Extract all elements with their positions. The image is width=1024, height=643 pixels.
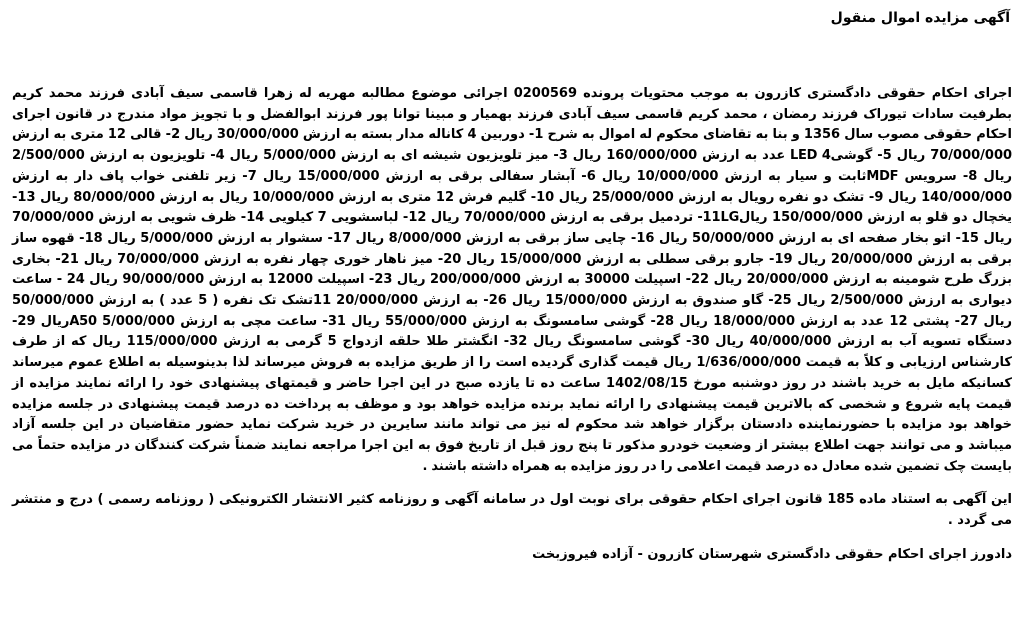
- publication-note: این آگهی به استناد ماده 185 قانون اجرای احکام حقوقی برای نوبت اول در سامانه آگهی و روزنامه کثیر الانتشار الکترونیکی ( روزنامه رسمی ) درج و منتشر می گردد .: [12, 492, 1012, 529]
- signature-line: دادورز اجرای احکام حقوقی دادگستری شهرستان کازرون - آزاده فیروزبخت: [532, 547, 1012, 563]
- notice-body: اجرای احکام حقوقی دادگستری کازرون به موجب محتویات پرونده 0200569 اجرائی موضوع مطالبه مهریه له زهرا قاسمی سیف آبادی فرزند محمد کریم بطرفیت سادات تیوراک فرزند رمضان ، محمد کریم قاسمی سیف آبادی فرزند بهمیار و مبینا توانا پور فرزند ابوالفضل و با تجویز مواد مندرج در قانون اجرای احکام حقوقی مصوب سال 1356 و بنا به تقاضای محکوم له اموال به شرح 1- دوربین 4 کاناله مدار بسته به ارزش 30/000/000 ریال 2- قالی 12 متری به ارزش 70/000/000 ریال 5- گوشیLED 4 عدد به ارزش 160/000/000 ریال 3- میز تلویزیون شیشه ای به ارزش 5/000/000 ریال 4- تلویزیون به ارزش 2/500/000 ریال 8- سرویس MDFثابت و سیار به ارزش 10/000/000 ریال 6- آبشار سفالی برقی به ارزش 15/000/000 ریال 7- زیر تلفنی خواب پاف دار به ارزش 140/000/000 ریال 9- تشک دو نفره رویال به ارزش 25/000/000 ریال 10- گلیم فرش 12 متری به ارزش 10/000/000 ریال به ارزش 80/000/000 ریال 13- یخچال دو قلو به ارزش 150/000/000 ریال11LG- تردمیل برقی به ارزش 70/000/000 ریال 12- لباسشویی 7 کیلویی 14- ظرف شویی به ارزش 70/000/000 ریال 15- اتو بخار صفحه ای به ارزش 50/000/000 ریال 16- چایی ساز برقی به ارزش 8/000/000 ریال 17- سشوار به ارزش 5/000/000 ریال 18- قهوه ساز برقی به ارزش 20/000/000 ریال 19- جارو برقی سطلی به ارزش 15/000/000 ریال 20- میز ناهار خوری چهار نفره به ارزش 70/000/000 ریال 21- بخاری بزرگ طرح شومینه به ارزش 20/000/000 ریال 22- اسپیلت 30000 به ارزش 200/000/000 ریال 23- اسپیلت 12000 به ارزش 90/000/000 ریال 24 - ساعت دیواری به ارزش 2/500/000 ریال 25- گاو صندوق به ارزش 15/000/000 ریال 26- به ارزش 20/000/000 11تشک تک نفره ( 5 عدد ) به ارزش 50/000/000 ریال 27- پشتی 12 عدد به ارزش 18/000/000 ریال 28- گوشی سامسونگ به ارزش 55/000/000 ریال 31- ساعت مچی به ارزش 5/000/000 A50ریال 29- دستگاه تسویه آب به ارزش 40/000/000 ریال 30- گوشی سامسونگ ریال 32- انگشتر طلا حلقه ازدواج 5 گرمی به ارزش 115/000/000 ریال که از طرف کارشناس ارزیابی و کلاً به قیمت 1/636/000/000 ریال قیمت گذاری گردیده است را از طریق مزایده به فروش میرساند لذا بدینوسیله به اطلاع عموم میرساند کسانیکه مایل به خرید باشند در روز دوشنبه مورخ 1402/08/15 ساعت ده تا یازده صبح در این اجرا حاضر و قیمتهای پیشنهادی خود را ارائه نمایند مزایده از قیمت پایه شروع و شخصی که بالاترین قیمت پیشنهادی را ارائه نماید برنده مزایده خواهد بود و موظف به پرداخت ده درصد قیمت پیشنهادی در جلسه مزایده خواهد بود مزایده با حضورنماینده دادستان برگزار خواهد شد محکوم له نیز می تواند مانند سایرین در خرید شرکت نماید حضور متقاضیان در این جلسه آزاد میباشد و می توانند جهت اطلاع بیشتر از وضعیت خودرو مذکور تا پنج روز قبل از تاریخ فوق به این اجرا مراجعه نمایند ضمناً شرکت کنندگان در مزایده حتماً می بایست چک تضمین شده معادل ده درصد قیمت اعلامی را در روز مزایده به همراه داشته باشند .: [12, 86, 1013, 474]
- notice-title: آگهی مزایده اموال منقول: [830, 10, 1010, 26]
